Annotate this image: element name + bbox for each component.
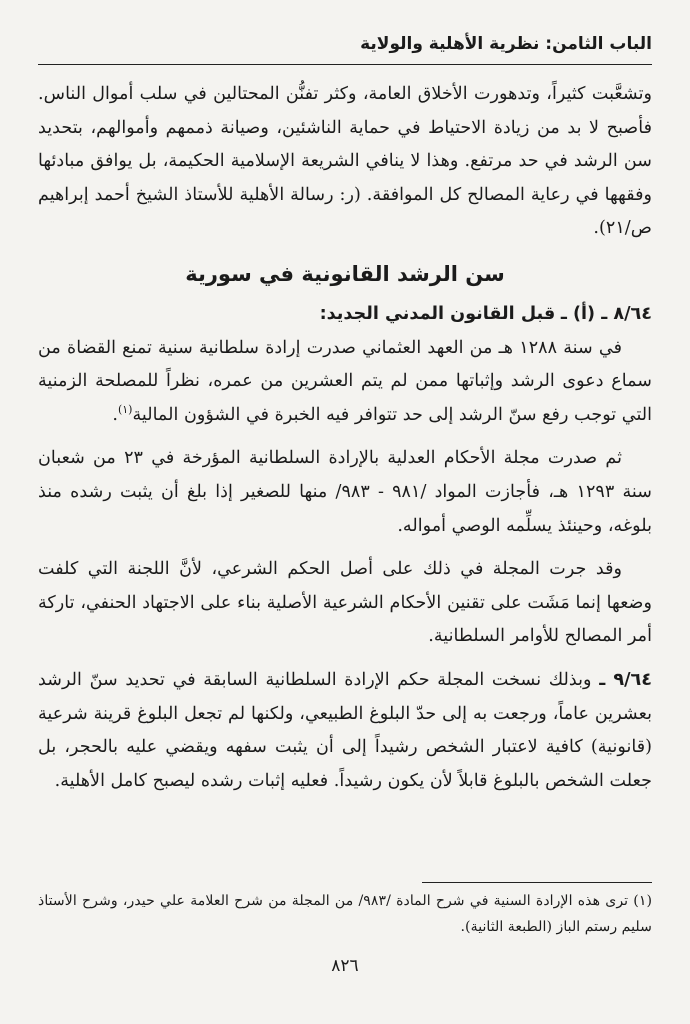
paragraph	[38, 664, 652, 798]
paragraph: ثم صدرت مجلة الأحكام العدلية بالإرادة السلطانية المؤرخة في ٢٣ من شعبان سنة ١٢٩٣ هـ، فأجازت المواد /٩٨١ - ٩٨٣/ منها للصغير إذا بلغ أن يثبت رشده منذ بلوغه، وحينئذ يسلِّمه الوصي أمواله.	[38, 448, 652, 536]
paragraph-number: ٨/٦٤ ـ (أ) ـ	[560, 303, 652, 324]
header-rule	[38, 64, 652, 65]
footnote-reference: (١)	[117, 402, 133, 416]
footnote-rule	[422, 882, 652, 883]
paragraph: وقد جرت المجلة في ذلك على أصل الحكم الشرعي، لأنَّ اللجنة التي كلفت وضعها إنما مَشَت على تقنين الأحكام الشرعية الأصلية بناء على الاجتهاد الحنفي، تاركة أمر المصالح للأوامر السلطانية.	[38, 559, 652, 647]
paragraph: في سنة ١٢٨٨ هـ من العهد العثماني صدرت إرادة سلطانية سنية تمنع القضاة من سماع دعوى الرشد وإثباتها ممن لم يتم العشرين من عمره، نظراً للمصلحة الزمنية التي توجب رفع سنّ الرشد إلى حد تتوافر فيه الخبرة في الشؤون المالية$^{(١)}$.	[38, 337, 652, 425]
paragraph-number: ٩/٦٤ ـ	[599, 669, 653, 690]
section-heading: سن الرشد القانونية في سورية	[185, 261, 505, 286]
footnote: (١) ترى هذه الإرادة السنية في شرح المادة /٩٨٣/ من المجلة من شرح العلامة علي حيدر، وشرح الأستاذ سليم رستم الباز (الطبعة الثانية).	[38, 893, 652, 935]
page-number: ٨٢٦	[331, 956, 359, 976]
body-text	[38, 78, 652, 798]
running-header: الباب الثامن: نظرية الأهلية والولاية	[360, 34, 652, 54]
paragraph-text: في سنة ١٢٨٨ هـ من العهد العثماني صدرت إرادة سلطانية سنية تمنع القضاة من سماع دعوى الرشد وإثباتها ممن لم يتم العشرين من عمره، نظراً للمصلحة الزمنية التي توجب رفع سنّ الرشد إلى حد تتوافر فيه الخبرة في الشؤون المالية	[38, 337, 652, 425]
paragraph-continued: وتشعَّبت كثيراً، وتدهورت الأخلاق العامة، وكثر تفنُّن المحتالين في سلب أموال الناس. فأصبح لا بد من زيادة الاحتياط في حماية الناشئين، وصيانة ذممهم وأموالهم، بتحديد سن الرشد في حد مرتفع. وهذا لا ينافي الشريعة الإسلامية الحكيمة، بل يوافق مبادئها وفقهها في رعاية المصالح كل الموافقة. (ر: رسالة الأهلية للأستاذ الشيخ أحمد إبراهيم ص/٢١).	[38, 84, 652, 239]
paragraph-subheading-line	[38, 298, 652, 332]
subheading: قبل القانون المدني الجديد:	[319, 303, 556, 324]
footnotes	[38, 888, 652, 940]
paragraph-text: وبذلك نسخت المجلة حكم الإرادة السلطانية السابقة في تحديد سنّ الرشد بعشرين عاماً، ورجعت به إلى حدّ البلوغ الطبيعي، ولكنها لم تجعل البلوغ قرينة شرعية (قانونية) كافية لاعتبار الشخص رشيداً إلى أن يثبت سفهه ويقضي عليه بالحجر، بل جعلت الشخص بالبلوغ قابلاً لأن يكون رشيداً. فعليه إثبات رشده ليصبح كامل الأهلية.	[38, 669, 652, 791]
